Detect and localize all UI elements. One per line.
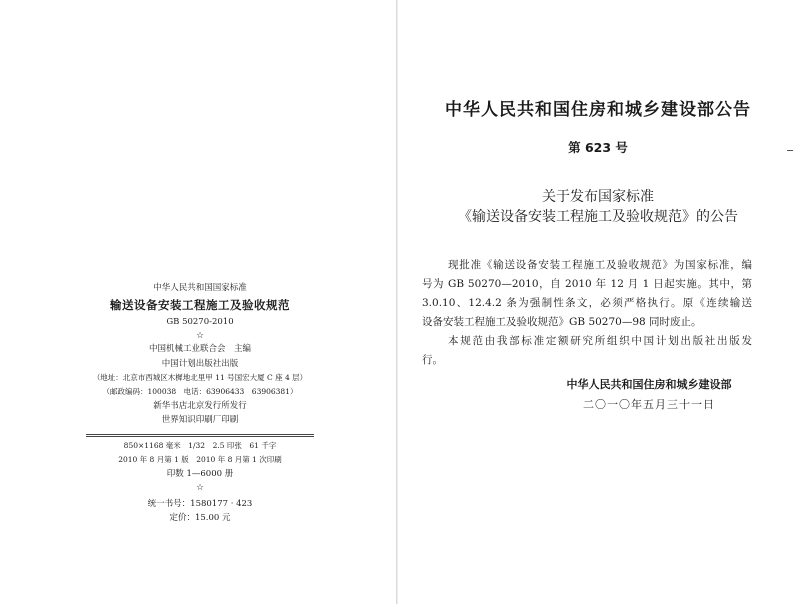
edition-info: 2010 年 8 月第 1 版 2010 年 8 月第 1 次印刷: [118, 455, 282, 464]
star-divider: ☆: [195, 331, 205, 341]
publisher-address: （地址：北京市西城区木樨地北里甲 11 号国宏大厦 C 座 4 层）: [92, 373, 308, 382]
body-line: 本规范由我部标准定额研究所组织中国计划出版社出版发: [448, 335, 752, 347]
body-line: 行。: [422, 354, 443, 366]
colophon-title: 输送设备安装工程施工及验收规范: [110, 298, 290, 312]
publisher: 中国计划出版社出版: [161, 359, 239, 369]
distributor: 新华书店北京发行所发行: [153, 401, 247, 411]
announcement-number: 第 623 号: [568, 140, 628, 155]
chief-editor: 中国机械工业联合会 主编: [148, 344, 251, 354]
page-edge-mark: [787, 150, 793, 151]
body-line: 现批准《输送设备安装工程施工及验收规范》为国家标准，编: [448, 259, 752, 271]
rule-top: [86, 434, 314, 435]
ministry-announcement-title: 中华人民共和国住房和城乡建设部公告: [445, 100, 751, 120]
postal-phone: （邮政编码：100038 电话：63906433 63906381）: [102, 387, 298, 396]
printer: 世界知识印刷厂印刷: [161, 415, 239, 425]
standard-code: GB 50270-2010: [166, 317, 234, 327]
signature-date: 二〇一〇年五月三十一日: [583, 398, 715, 411]
body-line: 号为 GB 50270—2010，自 2010 年 12 月 1 日起实施。其中，第: [422, 278, 752, 290]
signature-organization: 中华人民共和国住房和城乡建设部: [566, 378, 732, 391]
print-run: 印数 1—6000 册: [166, 469, 234, 479]
standard-series: 中华人民共和国国家标准: [153, 283, 247, 293]
subject-line-2: 《输送设备安装工程施工及验收规范》的公告: [458, 209, 738, 225]
book-format: 850×1168 毫米 1/32 2.5 印张 61 千字: [123, 441, 277, 450]
subject-line-1: 关于发布国家标准: [542, 189, 654, 205]
book-number: 统一书号：1580177 · 423: [147, 499, 253, 509]
announcement-page: [398, 0, 793, 604]
body-line: 3.0.10、12.4.2 条为强制性条文，必须严格执行。原《连续输送: [422, 297, 752, 309]
price: 定价：15.00 元: [169, 513, 231, 523]
star-divider-2: ☆: [195, 483, 205, 493]
colophon-page: [0, 0, 396, 604]
body-line: 设备安装工程施工及验收规范》GB 50270—98 同时废止。: [422, 316, 702, 328]
rule-top-double: [86, 436, 314, 437]
